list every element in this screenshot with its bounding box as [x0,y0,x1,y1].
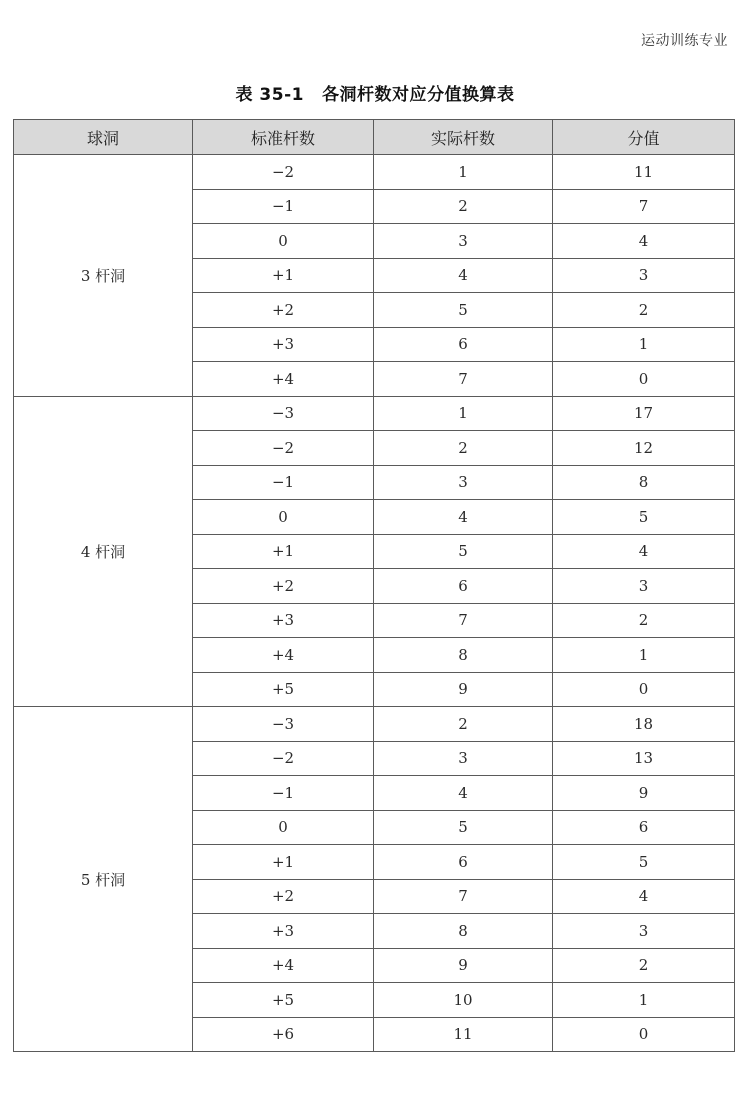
relative-par-cell: +5 [193,983,374,1018]
actual-strokes-cell: 3 [374,741,553,776]
actual-strokes-cell: 6 [374,569,553,604]
actual-strokes-cell: 4 [374,776,553,811]
score-cell: 6 [553,810,735,845]
actual-strokes-cell: 7 [374,362,553,397]
score-cell: 18 [553,707,735,742]
actual-strokes-cell: 5 [374,534,553,569]
actual-strokes-cell: 7 [374,879,553,914]
score-cell: 1 [553,327,735,362]
score-cell: 8 [553,465,735,500]
score-cell: 0 [553,1017,735,1052]
score-cell: 2 [553,948,735,983]
score-cell: 2 [553,293,735,328]
relative-par-cell: +1 [193,534,374,569]
actual-strokes-cell: 6 [374,845,553,880]
score-cell: 3 [553,258,735,293]
relative-par-cell: +1 [193,258,374,293]
score-cell: 4 [553,534,735,569]
column-header-actual-strokes: 实际杆数 [374,120,553,155]
relative-par-cell: +2 [193,569,374,604]
relative-par-cell: 0 [193,810,374,845]
relative-par-cell: 0 [193,500,374,535]
relative-par-cell: 0 [193,224,374,259]
score-conversion-table [13,119,735,1052]
relative-par-cell: +3 [193,327,374,362]
table-row [14,155,735,190]
actual-strokes-cell: 8 [374,914,553,949]
actual-strokes-cell: 9 [374,672,553,707]
relative-par-cell: +4 [193,638,374,673]
table-number: 表 35-1 [235,85,304,105]
actual-strokes-cell: 1 [374,396,553,431]
hole-type-cell: 4 杆洞 [14,396,193,707]
actual-strokes-cell: 6 [374,327,553,362]
actual-strokes-cell: 2 [374,431,553,466]
score-cell: 4 [553,224,735,259]
table-title [0,80,750,105]
relative-par-cell: −2 [193,741,374,776]
score-cell: 5 [553,845,735,880]
relative-par-cell: +1 [193,845,374,880]
relative-par-cell: +5 [193,672,374,707]
table-header-row [14,120,735,155]
actual-strokes-cell: 3 [374,224,553,259]
table-row [14,396,735,431]
relative-par-cell: +2 [193,879,374,914]
actual-strokes-cell: 4 [374,500,553,535]
score-cell: 3 [553,914,735,949]
column-header-score: 分值 [553,120,735,155]
score-cell: 7 [553,189,735,224]
relative-par-cell: −3 [193,396,374,431]
actual-strokes-cell: 3 [374,465,553,500]
actual-strokes-cell: 7 [374,603,553,638]
score-cell: 4 [553,879,735,914]
relative-par-cell: −1 [193,189,374,224]
actual-strokes-cell: 5 [374,810,553,845]
relative-par-cell: +4 [193,948,374,983]
score-cell: 0 [553,362,735,397]
relative-par-cell: −1 [193,465,374,500]
score-cell: 9 [553,776,735,811]
actual-strokes-cell: 11 [374,1017,553,1052]
actual-strokes-cell: 2 [374,707,553,742]
actual-strokes-cell: 9 [374,948,553,983]
actual-strokes-cell: 5 [374,293,553,328]
table-caption: 各洞杆数对应分值换算表 [321,85,515,105]
relative-par-cell: +6 [193,1017,374,1052]
score-cell: 12 [553,431,735,466]
actual-strokes-cell: 4 [374,258,553,293]
relative-par-cell: +3 [193,603,374,638]
table-body [14,155,735,1052]
relative-par-cell: −3 [193,707,374,742]
relative-par-cell: +3 [193,914,374,949]
score-cell: 3 [553,569,735,604]
score-cell: 5 [553,500,735,535]
score-cell: 17 [553,396,735,431]
actual-strokes-cell: 10 [374,983,553,1018]
score-cell: 1 [553,983,735,1018]
relative-par-cell: −1 [193,776,374,811]
column-header-hole: 球洞 [14,120,193,155]
relative-par-cell: +2 [193,293,374,328]
score-cell: 13 [553,741,735,776]
actual-strokes-cell: 8 [374,638,553,673]
column-header-par-strokes: 标准杆数 [193,120,374,155]
table-row [14,707,735,742]
actual-strokes-cell: 1 [374,155,553,190]
hole-type-cell: 5 杆洞 [14,707,193,1052]
relative-par-cell: −2 [193,155,374,190]
relative-par-cell: +4 [193,362,374,397]
score-cell: 11 [553,155,735,190]
score-cell: 0 [553,672,735,707]
score-cell: 2 [553,603,735,638]
actual-strokes-cell: 2 [374,189,553,224]
hole-type-cell: 3 杆洞 [14,155,193,397]
score-cell: 1 [553,638,735,673]
relative-par-cell: −2 [193,431,374,466]
running-header: 运动训练专业 [641,33,728,49]
